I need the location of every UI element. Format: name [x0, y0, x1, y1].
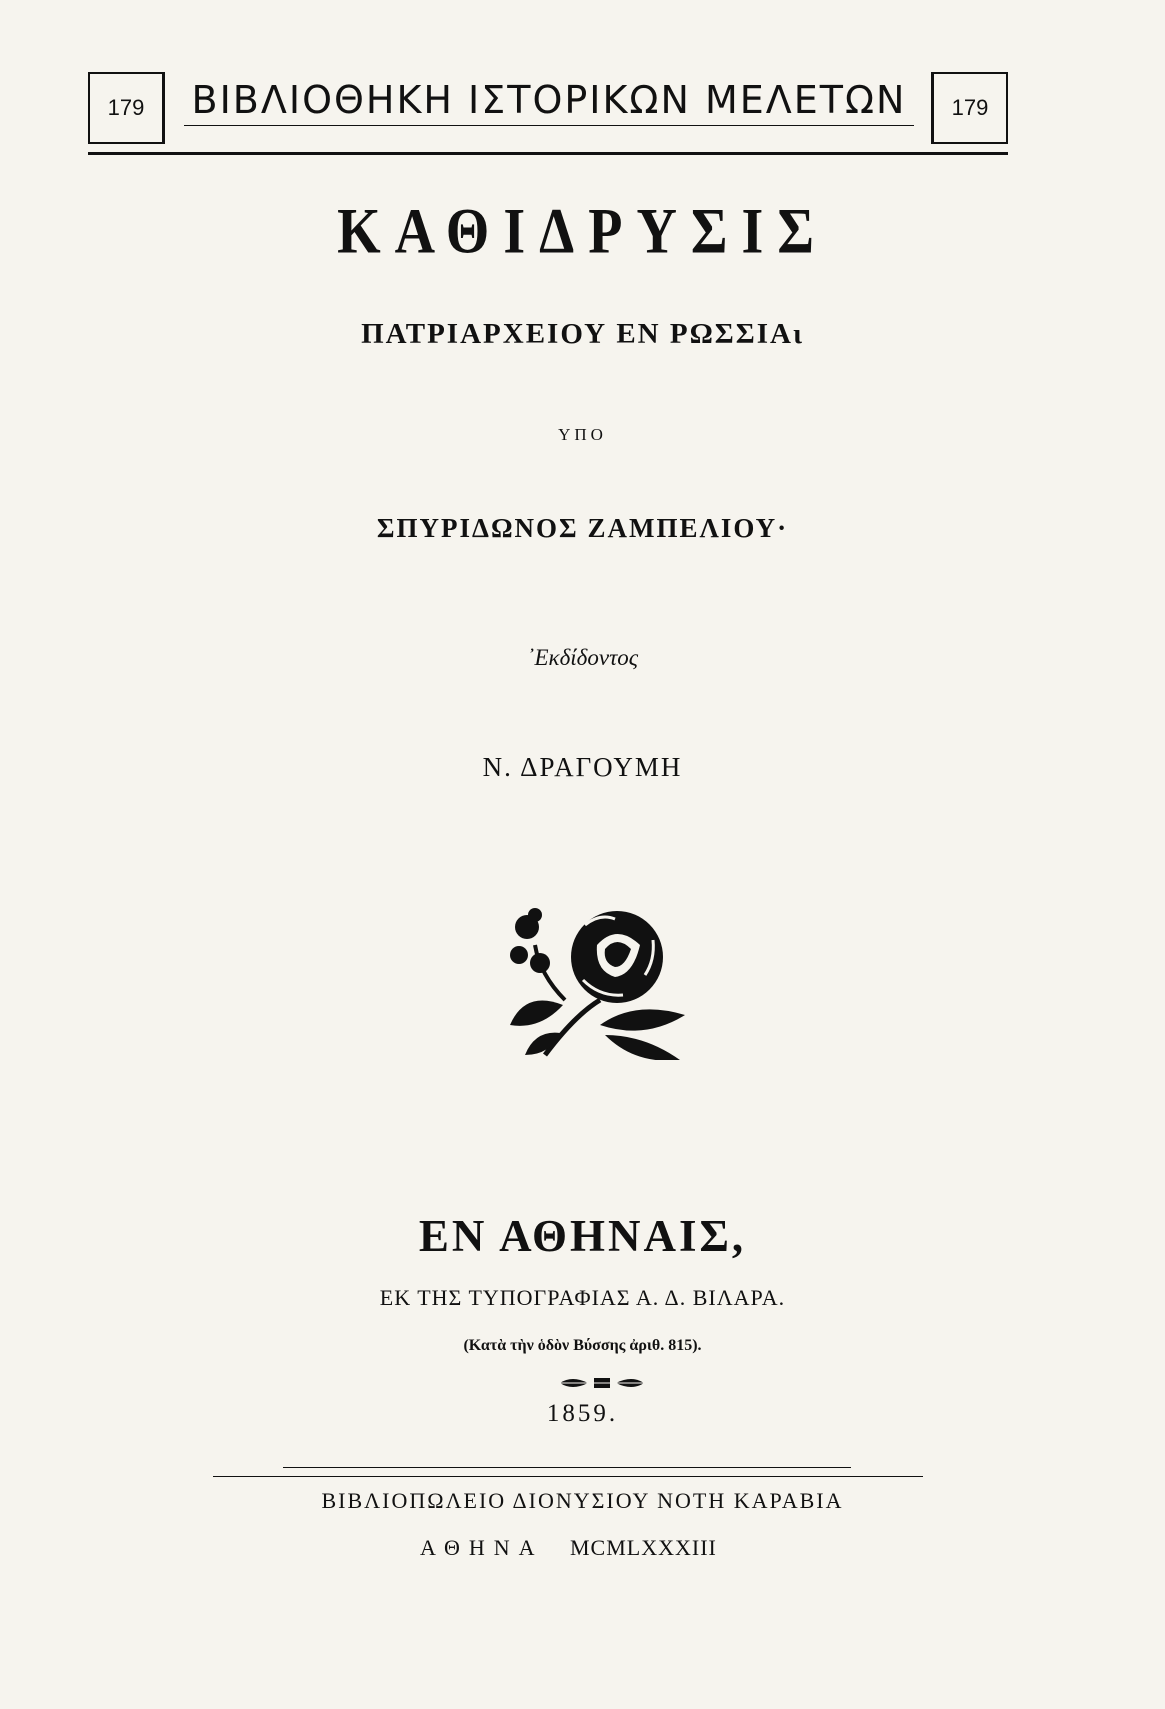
imprint-printer: ΕΚ ΤΗΣ ΤΥΠΟΓΡΑΦΙΑΣ Α. Δ. ΒΙΛΑΡΑ.	[379, 1285, 786, 1310]
publisher-place: ΑΘΗΝΑ	[420, 1535, 544, 1560]
volume-number-right: 179	[931, 72, 1008, 144]
editor-label: ᾿Εκδίδοντος	[526, 645, 639, 670]
subtitle: ΠΑΤΡΙΑΡΧΕΙΟΥ ΕΝ ΡΩΣΣΙΑι	[361, 318, 804, 350]
divider-rule	[213, 1476, 923, 1477]
rose-ornament-icon	[505, 905, 690, 1060]
author-name: ΣΠΥΡΙΔΩΝΟΣ ΖΑΜΠΕΛΙΟΥ·	[376, 513, 789, 543]
main-title: ΚΑΘΙΔΡΥΣΙΣ	[337, 196, 828, 268]
leaf-divider-icon	[558, 1375, 646, 1391]
by-label: ΥΠΟ	[558, 425, 607, 444]
series-title: ΒΙΒΛΙΟΘΗΚΗ ΙΣΤΟΡΙΚΩΝ ΜΕΛΕΤΩΝ	[191, 78, 907, 122]
publisher-name: ΒΙΒΛΙΟΠΩΛΕΙΟ ΔΙΟΝΥΣΙΟΥ ΝΟΤΗ ΚΑΡΑΒΙΑ	[321, 1488, 844, 1513]
editor-name: Ν. ΔΡΑΓΟΥΜΗ	[482, 752, 683, 782]
series-title-underline	[184, 125, 914, 126]
imprint-address: (Κατὰ τὴν ὁδὸν Βύσσης ἀριθ. 815).	[463, 1337, 702, 1354]
publisher-year: MCMLXXXIII	[570, 1535, 717, 1560]
imprint-place: ΕΝ ΑΘΗΝΑΙΣ,	[418, 1211, 747, 1261]
divider-rule	[283, 1467, 851, 1468]
volume-number-left: 179	[88, 72, 165, 144]
series-header	[88, 72, 1008, 162]
header-rule	[88, 152, 1008, 155]
imprint-year: 1859.	[546, 1400, 619, 1427]
